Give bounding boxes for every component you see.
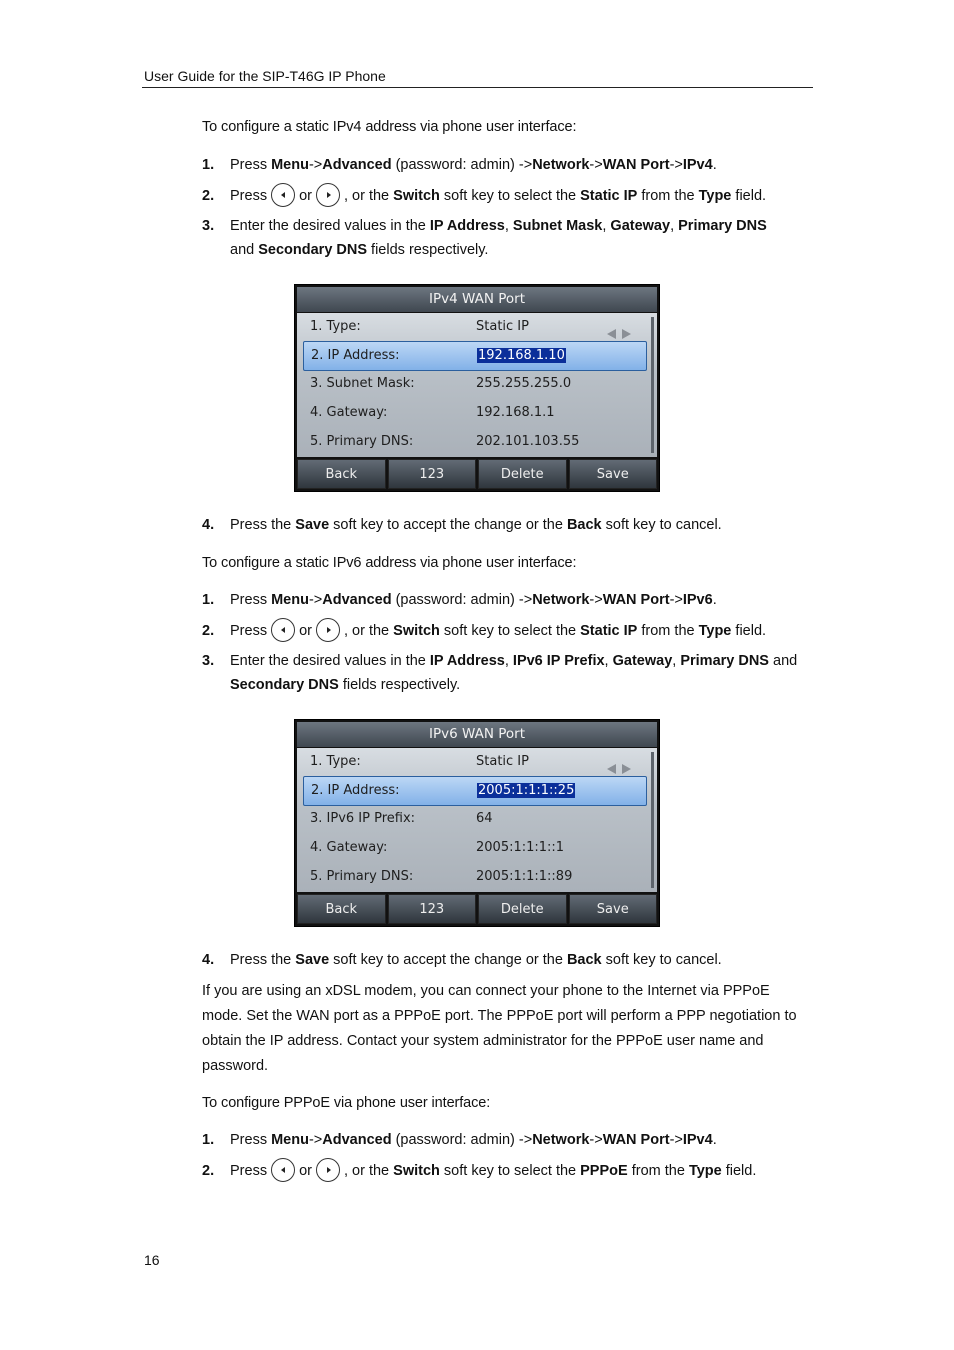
ipv6-step-4: 4. Press the Save soft key to accept the change or the Back soft key to cancel. [202, 952, 722, 968]
ip-address-value[interactable]: 192.168.1.10 [478, 348, 565, 363]
screen-title: IPv6 WAN Port [297, 722, 657, 747]
type-row[interactable]: 1. Type: Static IP [303, 313, 645, 341]
ipv4-step-4: 4. Press the Save soft key to accept the change or the Back soft key to cancel. [202, 517, 722, 533]
right-nav-key-icon [316, 1158, 340, 1182]
right-arrow-icon[interactable] [622, 764, 631, 774]
left-arrow-icon[interactable] [607, 329, 616, 339]
left-nav-key-icon [271, 1158, 295, 1182]
ipv4-step-3: 3. Enter the desired values in the IP Address, Subnet Mask, Gateway, Primary DNS and Secondary DNS fields respectively. [202, 218, 767, 258]
right-arrow-icon[interactable] [622, 329, 631, 339]
scrollbar[interactable] [651, 317, 654, 453]
softkey-bar [297, 894, 657, 924]
pppoe-heading: To configure PPPoE via phone user interface: [202, 1095, 491, 1111]
ipv4-heading: To configure a static IPv4 address via phone user interface: [202, 119, 577, 135]
screen-body [297, 748, 657, 892]
ipv4-wan-port-screen [294, 284, 660, 492]
right-nav-key-icon [316, 618, 340, 642]
page-number: 16 [144, 1252, 160, 1268]
ip-address-row[interactable]: 2. IP Address: 2005:1:1:1::25 [303, 776, 647, 806]
ip-address-row[interactable]: 2. IP Address: 192.168.1.10 [303, 341, 647, 371]
pppoe-step-2: 2. Press or , or the Switch soft key to select the PPPoE from the Type field. [202, 1159, 814, 1183]
header-rule [142, 87, 813, 88]
ipv6-wan-port-screen [294, 719, 660, 927]
gateway-row[interactable]: 4. Gateway: 2005:1:1:1::1 [310, 840, 565, 855]
ipv6-step-1: 1. Press Menu->Advanced (password: admin) ->Network->WAN Port->IPv6. [202, 592, 717, 608]
back-softkey[interactable]: Back [297, 894, 386, 924]
running-header: User Guide for the SIP-T46G IP Phone [144, 68, 386, 84]
save-softkey[interactable]: Save [569, 459, 658, 489]
type-row[interactable]: 1. Type: Static IP [303, 748, 645, 776]
left-nav-key-icon [271, 183, 295, 207]
screen-title: IPv4 WAN Port [297, 287, 657, 312]
input-mode-softkey[interactable]: 123 [388, 894, 477, 924]
ipv6-step-3: 3. Enter the desired values in the IP Address, IPv6 IP Prefix, Gateway, Primary DNS and Secondary DNS fields respectively. [202, 653, 798, 693]
pppoe-step-1: 1. Press Menu->Advanced (password: admin) ->Network->WAN Port->IPv4. [202, 1132, 717, 1148]
ipv4-step-1: 1. Press Menu->Advanced (password: admin) ->Network->WAN Port->IPv4. [202, 157, 717, 173]
scrollbar[interactable] [651, 752, 654, 888]
left-arrow-icon[interactable] [607, 764, 616, 774]
ipv4-step-2: 2. Press or , or the Switch soft key to select the Static IP from the Type field. [202, 184, 814, 208]
right-nav-key-icon [316, 183, 340, 207]
gateway-row[interactable]: 4. Gateway: 192.168.1.1 [310, 405, 555, 420]
ipv6-step-2: 2. Press or , or the Switch soft key to select the Static IP from the Type field. [202, 619, 814, 643]
delete-softkey[interactable]: Delete [478, 459, 567, 489]
ip-address-value[interactable]: 2005:1:1:1::25 [478, 783, 575, 798]
delete-softkey[interactable]: Delete [478, 894, 567, 924]
softkey-bar [297, 459, 657, 489]
pppoe-paragraph: If you are using an xDSL modem, you can connect your phone to the Internet via PPPoE mode. Set the WAN port as a PPPoE port. The PPPoE port will perform a PPP negotiation to obtain the IP address. Contact your system administrator for the PPPoE user name and password. [202, 983, 797, 1074]
input-mode-softkey[interactable]: 123 [388, 459, 477, 489]
back-softkey[interactable]: Back [297, 459, 386, 489]
screen-body [297, 313, 657, 457]
primary-dns-row[interactable]: 5. Primary DNS: 2005:1:1:1::89 [310, 869, 573, 884]
primary-dns-row[interactable]: 5. Primary DNS: 202.101.103.55 [310, 434, 580, 449]
ipv6-heading: To configure a static IPv6 address via phone user interface: [202, 555, 577, 571]
ipv6-prefix-row[interactable]: 3. IPv6 IP Prefix: 64 [310, 811, 493, 826]
save-softkey[interactable]: Save [569, 894, 658, 924]
left-nav-key-icon [271, 618, 295, 642]
subnet-mask-row[interactable]: 3. Subnet Mask: 255.255.255.0 [310, 376, 572, 391]
